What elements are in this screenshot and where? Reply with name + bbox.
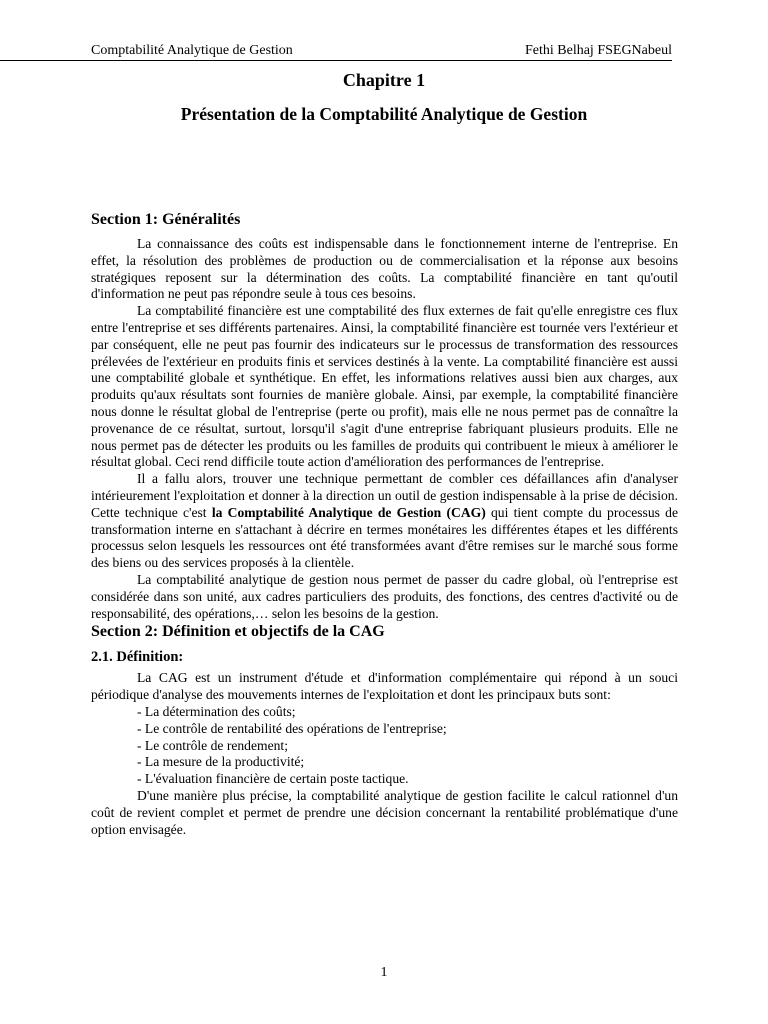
paragraph-3-text-end: qui tient compte du processus de transformation interne en s'attachant à décrire en termes monétaires les différentes étapes et les différents processus selon lesquels les ressources ont été transformées avant d'être remises sur le marché sous forme des biens ou des services proposés à la clientèle. [91,504,678,571]
list-item: - Le contrôle de rentabilité des opérations de l'entreprise; [137,720,447,736]
cag-term: la Comptabilité Analytique de Gestion (CAG) [211,504,486,520]
chapter-label: Chapitre 1 [342,70,426,90]
section-1-paragraph-2: La comptabilité financière est une comptabilité des flux externes de fait qu'elle enregistre ces flux entre l'entreprise et ses différents partenaires. Ainsi, la comptabilité financière est tournée vers l'extérieur et par conséquent, elle ne peut pas fournir des indicateurs sur le processus de transformation des ressources prélevées de l'extérieur en produits finis et services destinés à la vente. La comptabilité financière est aussi une comptabilité globale et synthétique. En effet, les informations relatives aussi bien aux charges, aux produits qu'aux résultats sont fournies de manière globale. Ainsi, par exemple, la comptabilité financière nous donne le résultat global de l'entreprise (perte ou profit), mais elle ne nous permet pas de connaître la provenance de ce résultat, surtout, lorsqu'il s'agit d'une entreprise fabriquant plusieurs produits. Elle ne nous permet pas de détecter les produits ou les familles de produits qui contribuent le mieux à améliorer le résultat global. Ceci rend difficile toute action d'amélioration des performances de l'entreprise. [91,303,678,470]
page-number: 1 [380,965,388,980]
list-item: - L'évaluation financière de certain poste tactique. [137,771,409,787]
section-1-paragraph-1: La connaissance des coûts est indispensable dans le fonctionnement interne de l'entreprise. En effet, la résolution des problèmes de production ou de commercialisation et la réponse aux besoins stratégiques reposent sur la détermination des coûts. La comptabilité financière en tant qu'outil d'information ne peut pas répondre seule à tous ces besoins. [91,236,678,302]
list-item: - Le contrôle de rendement; [137,737,288,753]
section-1-paragraph-3 [91,471,678,572]
section-2-paragraph-2: D'une manière plus précise, la comptabilité analytique de gestion facilite le calcul rationnel d'un coût de revient complet et permet de prendre une décision concernant la rentabilité problématique d'une option envisagée. [91,787,678,837]
header-course-title: Comptabilité Analytique de Gestion [91,43,293,58]
document-body [91,210,678,838]
section-1-heading: Section 1: Généralités [91,211,241,228]
page-header [0,42,672,61]
chapter-title: Présentation de la Comptabilité Analytique de Gestion [180,104,588,124]
subsection-2-1-heading: 2.1. Définition: [91,649,184,666]
paragraph-3-text-start: Il a fallu alors, trouver une technique permettant de combler ces défaillances afin d'analyser intérieurement l'exploitation et donner à la direction un outil de gestion indispensable à la prise de décision. Cette technique c'est [91,471,678,520]
section-1-paragraph-4: La comptabilité analytique de gestion nous permet de passer du cadre global, où l'entreprise est considérée dans son unité, aux cadres particuliers des produits, des fonctions, des centres d'activité ou de responsabilité, des opérations,… selon les besoins de la gestion. [91,571,678,621]
list-item: - La détermination des coûts; [137,703,296,719]
header-author: Fethi Belhaj FSEGNabeul [525,43,672,58]
section-2-paragraph-1: La CAG est un instrument d'étude et d'information complémentaire qui répond à un souci périodique d'analyse des mouvements internes de l'exploitation et dont les principaux buts sont: [91,670,678,703]
section-2-heading: Section 2: Définition et objectifs de la CAG [91,623,385,641]
objectives-list [91,704,678,788]
list-item: - La mesure de la productivité; [137,754,305,770]
